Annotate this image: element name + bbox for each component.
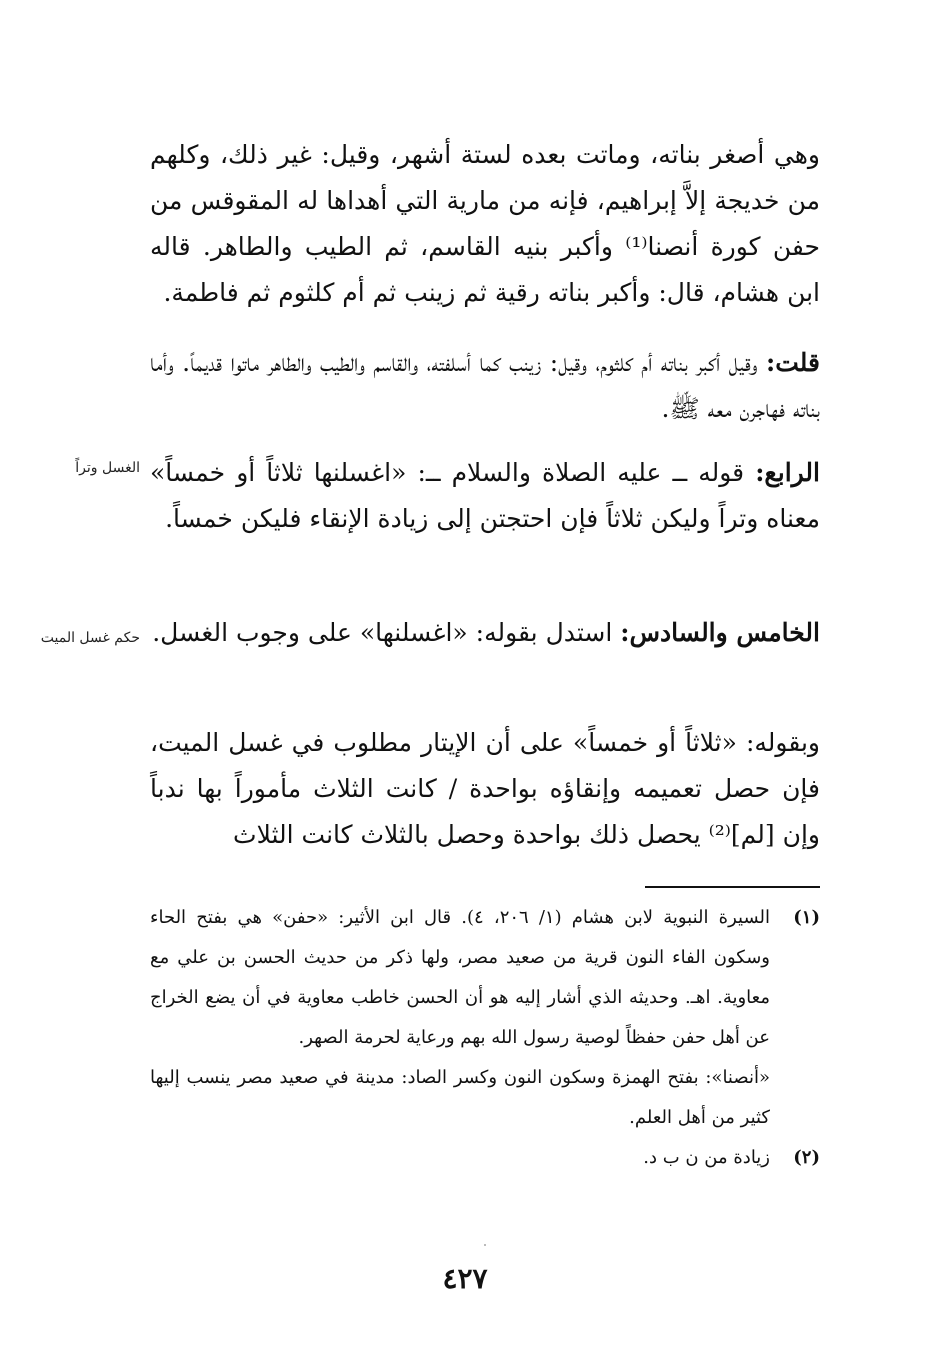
paragraph-lead: الرابع: [755,458,820,487]
paragraph-lead: الخامس والسادس: [620,618,820,647]
margin-note-odd-washing: الغسل وتراً [75,460,140,476]
footnote-number: (٢) [793,1147,820,1168]
footnote-number: (١) [793,907,820,928]
paragraph-1 [150,132,820,316]
paragraph-text: وهي أصغر بناته، وماتت بعده لستة أشهر، وقيل: غير ذلك، وكلهم من خديجة إلاَّ إبراهيم، فإنه من مارية التي أهداها له المقوقس من حفن كورة أنصنا⁽¹⁾ وأكبر بنيه القاسم، ثم الطيب والطاهر. قاله ابن هشام، قال: وأكبر بناته رقية ثم زينب ثم أم كلثوم ثم فاطمة. [150,140,820,307]
paragraph-text: وقيل أكبر بناته أم كلثوم، وقيل: زينب كما أسلفته، والقاسم والطيب والطاهر ماتوا قديماً. وأما بناته فهاجرن معه ﷺ. [150,348,820,423]
footnote-separator [645,886,820,888]
paragraph-text: وبقوله: «ثلاثاً أو خمساً» على أن الإيتار مطلوب في غسل الميت، فإن حصل تعميمه وإنقاؤه بواحدة / كانت الثلاث مأموراً بها ندباً وإن [لم]⁽²⁾ يحصل ذلك بواحدة وحصل بالثلاث كانت الثلاث [150,728,820,849]
footnote-1-continuation: «أنصنا»: بفتح الهمزة وسكون النون وكسر الصاد: مدينة في صعيد مصر ينسب إليها كثير من أهل العلم. [150,1067,770,1128]
paragraph-text: استدل بقوله: «اغسلنها» على وجوب الغسل. [152,618,621,647]
footnote-text: زيادة من ن ب د. [643,1147,770,1168]
margin-note-ruling-washing: حكم غسل الميت [40,630,140,646]
paragraph-2 [150,340,820,432]
paragraph-4 [150,610,820,656]
scan-speck [484,1244,486,1246]
footnotes [150,898,820,1178]
paragraph-lead: قلت: [765,348,820,377]
paragraph-text: قوله ــ عليه الصلاة والسلام ــ: «اغسلنها ثلاثاً أو خمساً» معناه وتراً وليكن ثلاثاً فإن احتجتن إلى زيادة الإنقاء فليكن خمساً. [150,458,820,533]
page-number: ٤٢٧ [442,1262,488,1295]
footnote-1 [150,898,820,1058]
footnote-text: السيرة النبوية لابن هشام (١/ ٢٠٦، ٤). قال ابن الأثير: «حفن» هي بفتح الحاء وسكون الفاء النون قرية من صعيد مصر، ولها ذكر من حديث الحسن بن علي مع معاوية. اهـ. وحديثه الذي أشار إليه هو أن الحسن خاطب معاوية في أن يضع الخراج عن أهل حفن حفظاً لوصية رسول الله بهم ورعاية لحرمة الصهر. [150,907,771,1048]
paragraph-5 [150,720,820,858]
paragraph-3 [150,450,820,542]
footnote-2 [150,1138,820,1178]
